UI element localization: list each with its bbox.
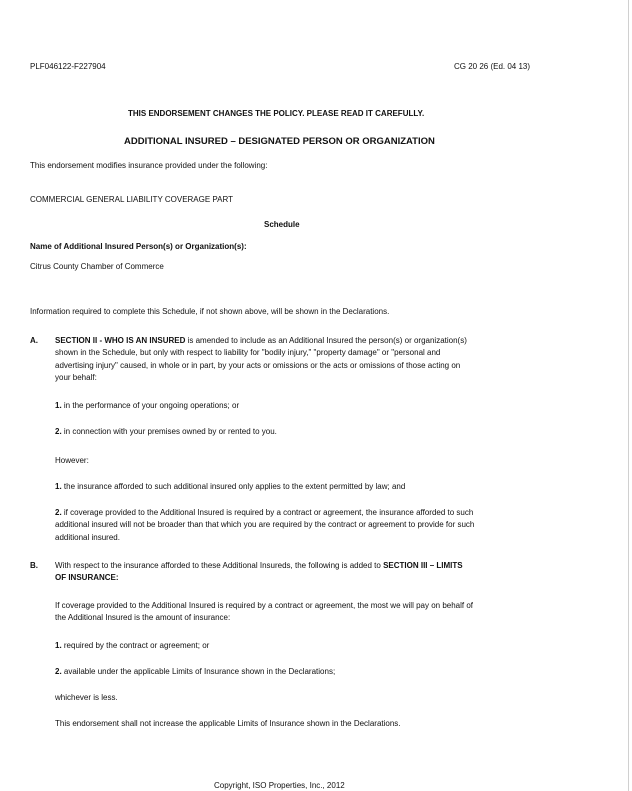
section-b-item-2 — [55, 666, 475, 678]
schedule-name-label: Name of Additional Insured Person(s) or Organization(s): — [30, 242, 247, 251]
however-item-2 — [55, 507, 475, 544]
item-text: if coverage provided to the Additional Insured is required by a contract or agreement, the insurance afforded to such additional insured will not be broader than that which you are required by the contract or agreement to provide for such additional insured. — [55, 508, 475, 542]
section-a-marker: A. — [30, 336, 38, 345]
whichever-text: whichever is less. — [55, 693, 118, 702]
intro-text: This endorsement modifies insurance provided under the following: — [30, 161, 268, 170]
item-number: 1. — [55, 641, 62, 650]
section-a-item-1 — [55, 400, 475, 412]
section-b-lead-text: With respect to the insurance afforded to these Additional Insureds, the following is added to — [55, 561, 384, 570]
item-text: the insurance afforded to such additional insured only applies to the extent permitted by law; and — [61, 482, 406, 491]
section-a-item-2 — [55, 426, 475, 438]
section-a-lead-text: is amended to include as an Additional Insured the person(s) or organization(s) shown in the Schedule, but only with respect to liability for "bodily injury," "property damage" or "personal and advertising injury" caused, in whole or in part, by your acts or omissions or the acts or omissions of those acting on your behalf: — [55, 336, 467, 383]
policy-number: PLF046122-F227904 — [30, 62, 106, 71]
item-text: required by the contract or agreement; or — [61, 641, 210, 650]
item-number: 1. — [55, 401, 62, 410]
coverage-part: COMMERCIAL GENERAL LIABILITY COVERAGE PART — [30, 195, 234, 204]
item-number: 2. — [55, 508, 62, 517]
however-item-1 — [55, 481, 475, 493]
item-text: available under the applicable Limits of Insurance shown in the Declarations; — [61, 667, 336, 676]
copyright-footer: Copyright, ISO Properties, Inc., 2012 — [214, 781, 345, 790]
section-a-lead — [55, 335, 475, 385]
item-text: in connection with your premises owned by or rented to you. — [61, 427, 277, 436]
closing-text: This endorsement shall not increase the applicable Limits of Insurance shown in the Declarations. — [55, 719, 401, 728]
section-b-marker: B. — [30, 561, 38, 570]
section-b-paragraph: If coverage provided to the Additional Insured is required by a contract or agreement, the most we will pay on behalf of the Additional Insured is the amount of insurance: — [55, 601, 474, 623]
document-title: ADDITIONAL INSURED – DESIGNATED PERSON OR ORGANIZATION — [124, 136, 435, 147]
however-label: However: — [55, 456, 89, 465]
item-number: 2. — [55, 427, 62, 436]
section-b-item-1 — [55, 640, 475, 652]
endorsement-notice: THIS ENDORSEMENT CHANGES THE POLICY. PLEASE READ IT CAREFULLY. — [128, 109, 425, 118]
section-a-lead-bold: SECTION II - WHO IS AN INSURED — [55, 336, 186, 345]
item-number: 1. — [55, 482, 62, 491]
item-text: in the performance of your ongoing operations; or — [61, 401, 240, 410]
schedule-name-value: Citrus County Chamber of Commerce — [30, 262, 164, 271]
section-b-lead-bold: SECTION III – LIMITS OF INSURANCE: — [55, 561, 463, 583]
schedule-info-note: Information required to complete this Schedule, if not shown above, will be shown in the Declarations. — [30, 307, 390, 316]
section-b-lead — [55, 560, 475, 585]
form-code: CG 20 26 (Ed. 04 13) — [454, 62, 531, 71]
schedule-heading: Schedule — [264, 220, 300, 229]
item-number: 2. — [55, 667, 62, 676]
